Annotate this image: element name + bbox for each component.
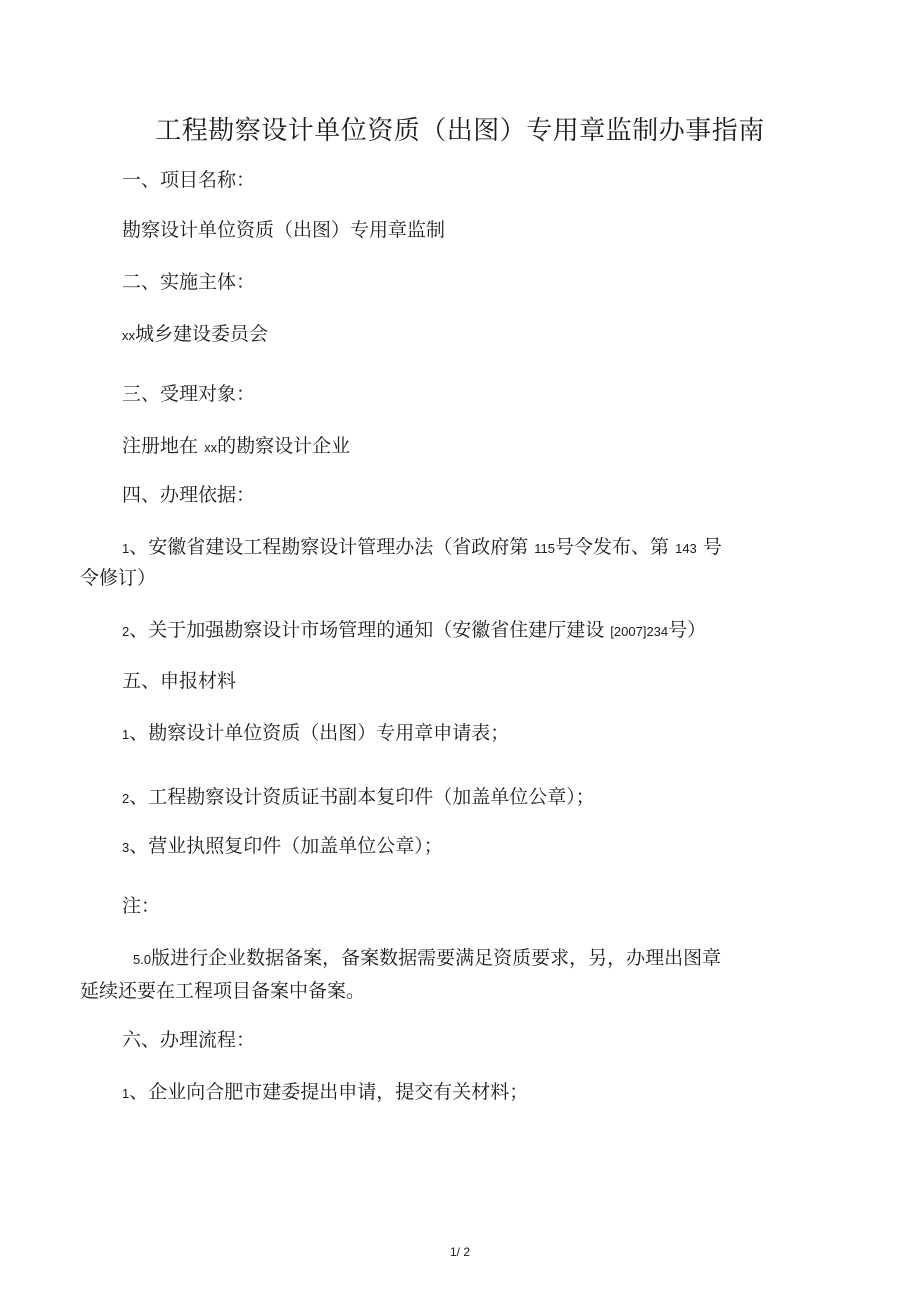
- section-body-implementer: [122, 319, 268, 351]
- target-text-b: 的勘察设计企业: [217, 435, 351, 457]
- process-item-1: [122, 1077, 528, 1109]
- section-heading-materials: 五、申报材料: [122, 670, 237, 692]
- page-number: 1/ 2: [449, 1245, 470, 1259]
- section-heading-target: 三、受理对象：: [122, 383, 256, 405]
- version-number: 5.0: [133, 952, 152, 967]
- basis-item-1: [122, 532, 722, 564]
- placeholder-xx: xx: [204, 440, 218, 455]
- basis-item-1-text-c: 号: [702, 536, 722, 558]
- order-number: 143: [675, 541, 697, 556]
- document-title: 工程勘察设计单位资质（出图）专用章监制办事指南: [155, 116, 765, 146]
- basis-item-2-text-a: 、关于加强勘察设计市场管理的通知（安徽省住建厅建设: [129, 619, 605, 641]
- item-number: 1: [122, 541, 130, 556]
- item-number: 1: [122, 1086, 130, 1101]
- section-heading-item-name: 一、项目名称：: [122, 169, 256, 191]
- item-number: 2: [122, 791, 130, 806]
- materials-item-1-text: 、勘察设计单位资质（出图）专用章申请表；: [129, 722, 510, 744]
- materials-item-1: [122, 718, 509, 750]
- section-heading-basis: 四、办理依据：: [122, 484, 256, 506]
- order-number: 115: [534, 541, 556, 556]
- basis-item-2: [122, 615, 706, 647]
- basis-item-1-text-b: 号令发布、第: [555, 536, 670, 558]
- basis-item-1-continuation: 令修订）: [80, 567, 157, 589]
- implementer-text: 城乡建设委员会: [135, 323, 269, 345]
- materials-item-3-text: 、营业执照复印件（加盖单位公章）；: [129, 835, 443, 857]
- section-body-target: [122, 431, 350, 463]
- placeholder-xx: xx: [122, 328, 135, 343]
- materials-item-2: [122, 782, 595, 814]
- target-text-a: 注册地在: [122, 435, 199, 457]
- basis-item-1-text-a: 、安徽省建设工程勘察设计管理办法（省政府第: [129, 536, 529, 558]
- basis-item-2-text-b: 号）: [668, 619, 707, 641]
- section-heading-implementer: 二、实施主体：: [122, 271, 256, 293]
- note-heading: 注：: [122, 895, 161, 917]
- note-body: [133, 943, 721, 975]
- section-heading-process: 六、办理流程：: [122, 1029, 256, 1051]
- process-item-1-text: 、企业向合肥市建委提出申请，提交有关材料；: [129, 1081, 529, 1103]
- item-number: 2: [122, 624, 130, 639]
- document-number: [2007]234: [610, 624, 669, 639]
- materials-item-2-text: 、工程勘察设计资质证书副本复印件（加盖单位公章）；: [129, 786, 595, 808]
- note-text: 版进行企业数据备案，备案数据需要满足资质要求，另，办理出图章: [151, 947, 722, 969]
- materials-item-3: [122, 831, 443, 863]
- item-number: 1: [122, 727, 130, 742]
- note-continuation: 延续还要在工程项目备案中备案。: [80, 980, 366, 1002]
- section-body-item-name: 勘察设计单位资质（出图）专用章监制: [122, 219, 446, 241]
- item-number: 3: [122, 840, 130, 855]
